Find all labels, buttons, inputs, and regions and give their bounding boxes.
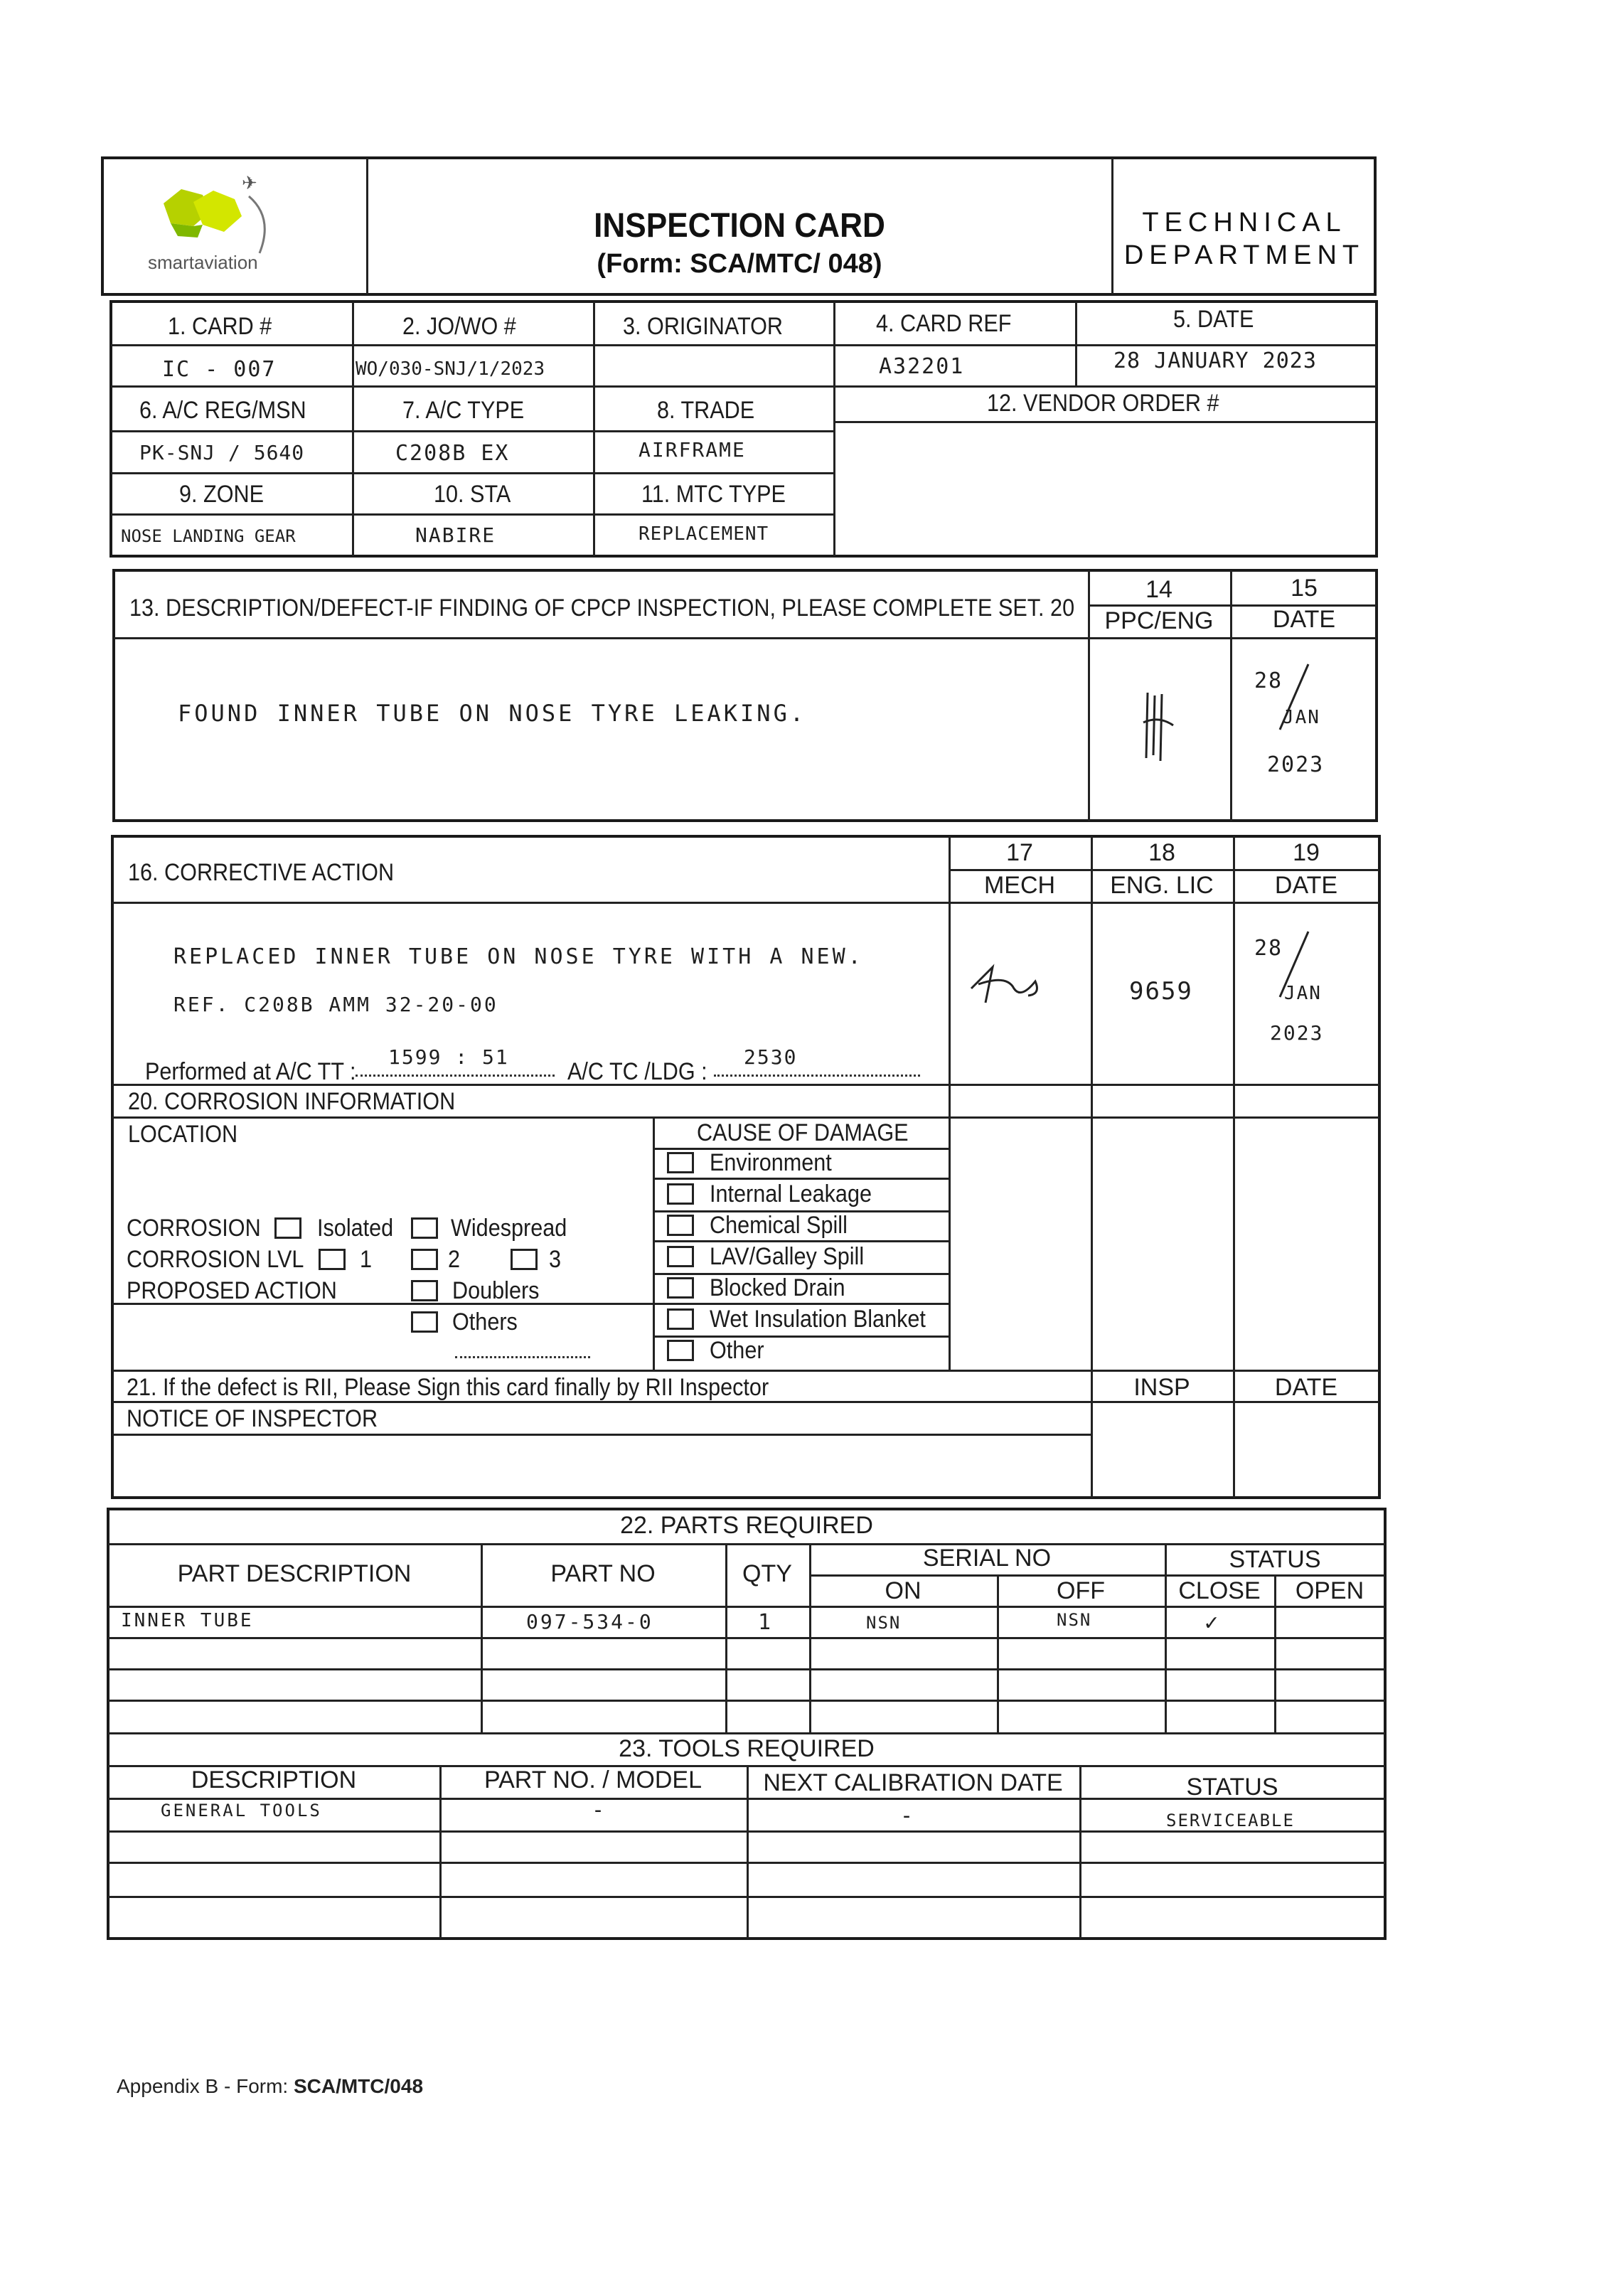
row-line [653, 1178, 949, 1180]
department-line-1: TECHNICAL [1142, 208, 1347, 238]
parts-required-title: 22. PARTS REQUIRED [620, 1512, 873, 1539]
date-15-month: JAN [1283, 707, 1320, 728]
chemical-spill-checkbox[interactable] [667, 1215, 694, 1236]
tool-model-cell: - [592, 1798, 607, 1823]
date-label: 5. DATE [1173, 306, 1254, 333]
chemical-spill-label: Chemical Spill [710, 1212, 848, 1239]
date-19-label: DATE [1274, 872, 1338, 899]
level-3-checkbox[interactable] [511, 1249, 538, 1270]
ac-reg-label: 6. A/C REG/MSN [139, 397, 306, 424]
row-line [108, 1700, 1385, 1702]
row-line [114, 637, 1377, 639]
other-checkbox[interactable] [667, 1340, 694, 1361]
date-15-label: DATE [1272, 606, 1336, 633]
zone-label: 9. ZONE [179, 481, 265, 508]
isolated-checkbox[interactable] [274, 1217, 301, 1239]
part-no-header: PART NO [550, 1560, 656, 1587]
row-line [111, 472, 833, 474]
eng-lic-label: ENG. LIC [1110, 872, 1214, 899]
calibration-date-cell: - [900, 1803, 915, 1828]
mtc-type-value: REPLACEMENT [639, 523, 769, 545]
col-19-number: 19 [1293, 839, 1320, 866]
notice-of-inspector-label: NOTICE OF INSPECTOR [127, 1405, 378, 1432]
ppc-signature [1138, 687, 1180, 769]
internal-leakage-label: Internal Leakage [710, 1180, 872, 1208]
mtc-type-label: 11. MTC TYPE [641, 481, 786, 508]
tt-value: 1599 : 51 [388, 1045, 509, 1069]
ac-type-value: C208B EX [395, 441, 510, 466]
department-line-2: DEPARTMENT [1123, 240, 1365, 270]
tc-ldg-value: 2530 [744, 1045, 798, 1069]
row-line [653, 1303, 949, 1305]
tools-required-title: 23. TOOLS REQUIRED [619, 1735, 875, 1762]
row-line [108, 1637, 1385, 1639]
sta-value: NABIRE [415, 523, 496, 547]
insp-label: INSP [1133, 1374, 1190, 1401]
widespread-label: Widespread [451, 1215, 567, 1242]
trade-label: 8. TRADE [657, 397, 755, 424]
serial-off-cell: NSN [1057, 1610, 1092, 1630]
corrosion-info-label: 20. CORROSION INFORMATION [128, 1088, 456, 1115]
serial-off-header: OFF [1057, 1577, 1105, 1604]
row-line [111, 344, 1377, 346]
card-number-value: IC - 007 [162, 357, 277, 382]
proposed-action-label: PROPOSED ACTION [127, 1277, 337, 1304]
level-2-checkbox[interactable] [411, 1249, 438, 1270]
internal-leakage-checkbox[interactable] [667, 1183, 694, 1205]
part-no-cell: 097-534-0 [526, 1610, 653, 1633]
row-line [112, 1084, 1379, 1086]
date-value: 28 JANUARY 2023 [1113, 348, 1317, 373]
level-2-label: 2 [448, 1246, 461, 1273]
trade-value: AIRFRAME [639, 438, 746, 462]
others-label: Others [452, 1308, 518, 1336]
date-15-day: 28 [1254, 668, 1283, 693]
header-divider [1111, 158, 1113, 294]
originator-label: 3. ORIGINATOR [623, 313, 784, 340]
sta-label: 10. STA [434, 481, 511, 508]
footer-prefix: Appendix B - Form: [117, 2075, 294, 2097]
tt-label: Performed at A/C TT : [145, 1058, 356, 1085]
tool-model-header: PART NO. / MODEL [484, 1766, 703, 1793]
corrosion-label: CORROSION [127, 1215, 261, 1242]
col-line [653, 1116, 655, 1371]
widespread-checkbox[interactable] [411, 1217, 438, 1239]
blocked-drain-checkbox[interactable] [667, 1277, 694, 1299]
status-close-cell: ✓ [1204, 1609, 1220, 1636]
tool-status-cell: SERVICEABLE [1166, 1811, 1295, 1830]
col-line [833, 302, 835, 556]
cause-of-damage-label: CAUSE OF DAMAGE [697, 1119, 909, 1146]
location-label: LOCATION [128, 1121, 238, 1148]
qty-header: QTY [742, 1560, 792, 1587]
wet-insulation-checkbox[interactable] [667, 1308, 694, 1330]
qty-cell: 1 [758, 1610, 773, 1635]
page-title: INSPECTION CARD [594, 207, 885, 245]
col-line [593, 302, 595, 556]
corrective-text-line-1: REPLACED INNER TUBE ON NOSE TYRE WITH A NEW. [173, 944, 864, 969]
status-header: STATUS [1229, 1546, 1321, 1573]
row-line [108, 1543, 1385, 1545]
defect-description-text: FOUND INNER TUBE ON NOSE TYRE LEAKING. [178, 700, 807, 727]
date-15-year: 2023 [1267, 752, 1325, 777]
row-line [653, 1240, 949, 1242]
col-18-number: 18 [1148, 839, 1175, 866]
row-line [112, 1434, 1091, 1436]
card-ref-value: A32201 [879, 354, 965, 379]
isolated-label: Isolated [317, 1215, 394, 1242]
description-label: 13. DESCRIPTION/DEFECT-IF FINDING OF CPCP INSPECTION, PLEASE COMPLETE SET. 20 [129, 595, 1075, 622]
tool-description-cell: GENERAL TOOLS [161, 1801, 322, 1820]
zone-value: NOSE LANDING GEAR [121, 526, 296, 546]
ppc-eng-label: PPC/ENG [1104, 607, 1214, 634]
row-line [111, 385, 1377, 388]
row-line [112, 1116, 1379, 1119]
mech-label: MECH [983, 872, 1056, 899]
blocked-drain-label: Blocked Drain [710, 1274, 845, 1301]
vendor-order-label: 12. VENDOR ORDER # [987, 390, 1219, 417]
row-line [111, 430, 833, 432]
col-line [949, 836, 951, 1371]
card-ref-label: 4. CARD REF [876, 310, 1012, 337]
header-divider [366, 158, 368, 294]
status-open-header: OPEN [1295, 1577, 1364, 1604]
calibration-date-header: NEXT CALIBRATION DATE [763, 1769, 1063, 1796]
row-line [112, 1370, 1379, 1372]
row-line [653, 1336, 949, 1338]
row-line [112, 902, 1379, 904]
mechanic-signature [964, 960, 1049, 1013]
doublers-label: Doublers [452, 1277, 540, 1304]
card-number-label: 1. CARD # [168, 313, 272, 340]
lav-galley-spill-checkbox[interactable] [667, 1246, 694, 1267]
other-label: Other [710, 1337, 764, 1364]
eng-lic-value: 9659 [1129, 977, 1193, 1006]
rii-date-label: DATE [1274, 1374, 1338, 1401]
logo-text: smartaviation [148, 252, 258, 273]
svg-text:✈: ✈ [242, 172, 257, 193]
col-17-number: 17 [1006, 839, 1033, 866]
row-line [111, 513, 833, 516]
col-14-number: 14 [1145, 576, 1172, 603]
company-logo [142, 168, 334, 282]
others-checkbox[interactable] [411, 1311, 438, 1333]
jo-wo-value: WO/030-SNJ/1/2023 [356, 358, 545, 380]
row-line [108, 1732, 1385, 1734]
doublers-checkbox[interactable] [411, 1280, 438, 1301]
ac-type-label: 7. A/C TYPE [402, 397, 525, 424]
row-line [833, 421, 1377, 423]
level-1-label: 1 [360, 1246, 373, 1273]
part-description-header: PART DESCRIPTION [177, 1560, 412, 1587]
environment-checkbox[interactable] [667, 1152, 694, 1173]
serial-on-cell: NSN [866, 1613, 902, 1633]
row-line [809, 1574, 1385, 1577]
tc-ldg-label: A/C TC /LDG : [567, 1058, 707, 1085]
serial-no-header: SERIAL NO [922, 1545, 1052, 1572]
row-line [949, 869, 1379, 871]
part-description-cell: INNER TUBE [121, 1610, 254, 1631]
level-1-checkbox[interactable] [319, 1249, 346, 1270]
corrosion-level-label: CORROSION LVL [127, 1246, 304, 1273]
tool-status-header: STATUS [1186, 1774, 1278, 1801]
wet-insulation-label: Wet Insulation Blanket [710, 1306, 926, 1333]
col-line [1075, 302, 1077, 385]
row-line [108, 1606, 1385, 1608]
rii-label: 21. If the defect is RII, Please Sign this card finally by RII Inspector [127, 1374, 769, 1401]
footer-text [117, 2075, 423, 2098]
col-line [352, 302, 354, 556]
ac-reg-value: PK-SNJ / 5640 [139, 441, 305, 464]
others-dotted-line [455, 1350, 590, 1358]
form-number: (Form: SCA/MTC/ 048) [597, 249, 882, 279]
environment-label: Environment [710, 1149, 832, 1176]
date-19-year: 2023 [1270, 1021, 1324, 1045]
col-15-number: 15 [1291, 575, 1318, 602]
jo-wo-label: 2. JO/WO # [402, 313, 516, 340]
lav-galley-spill-label: LAV/Galley Spill [710, 1243, 865, 1270]
serial-on-header: ON [885, 1577, 921, 1604]
footer-form-code: SCA/MTC/048 [293, 2075, 424, 2097]
status-close-header: CLOSE [1178, 1577, 1261, 1604]
row-line [108, 1668, 1385, 1670]
date-19-day: 28 [1254, 936, 1283, 961]
corrective-text-line-2: REF. C208B AMM 32-20-00 [173, 993, 498, 1016]
corrective-action-label: 16. CORRECTIVE ACTION [128, 859, 395, 886]
tool-description-header: DESCRIPTION [191, 1766, 357, 1793]
level-3-label: 3 [549, 1246, 562, 1273]
date-19-month: JAN [1284, 983, 1322, 1004]
